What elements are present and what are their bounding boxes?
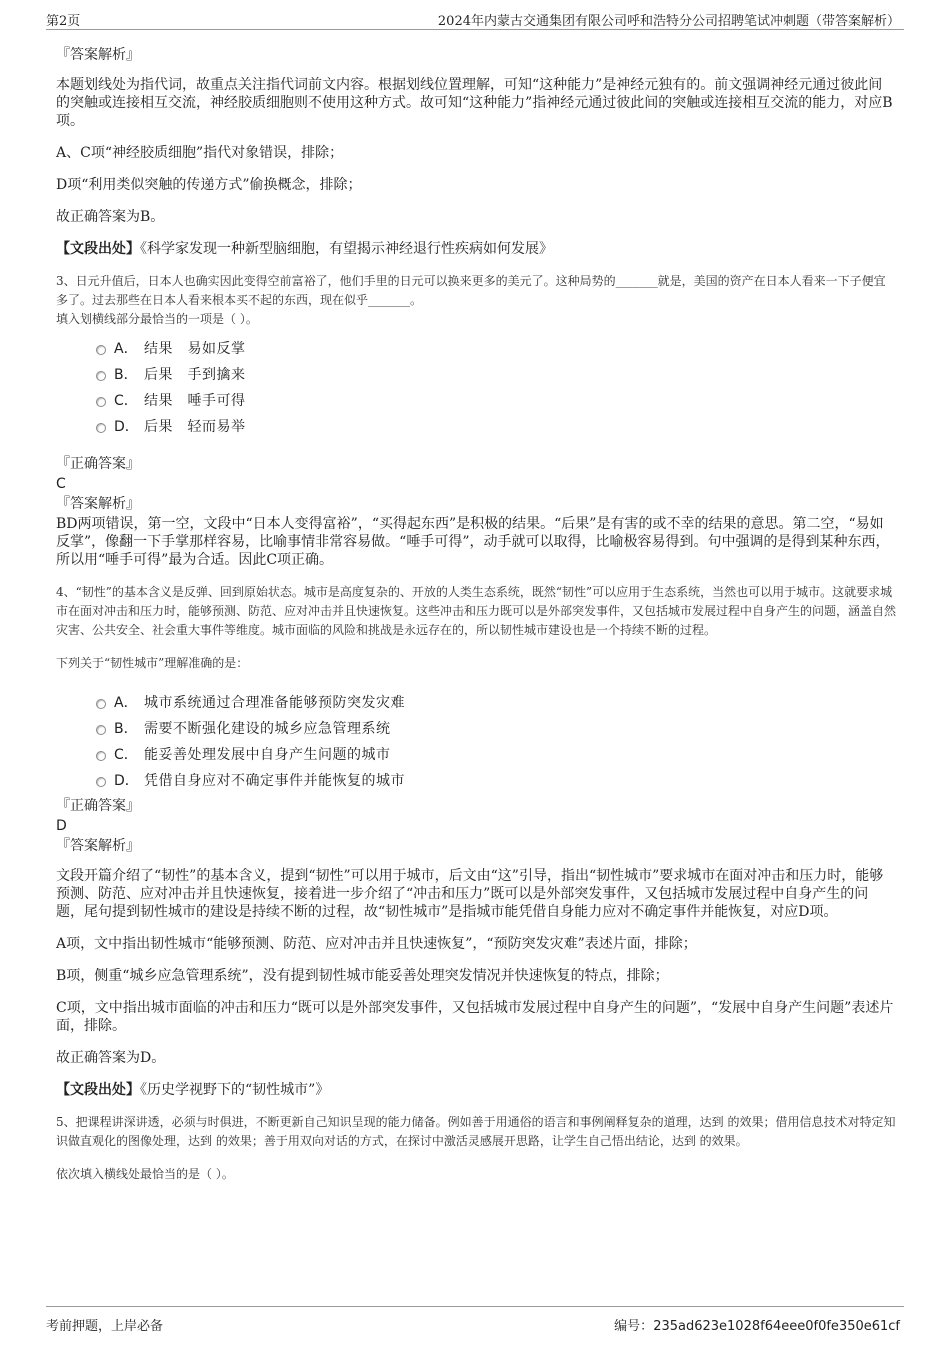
option-a[interactable]: A． 城市系统通过合理准备能够预防突发灾难 bbox=[96, 689, 896, 715]
radio-button-icon[interactable] bbox=[96, 777, 106, 787]
analysis-line-a: A项，文中指出韧性城市“能够预测、防范、应对冲击并且快速恢复”，“预防突发灾难”表述片面，排除； bbox=[56, 936, 697, 952]
option-b[interactable]: B． 需要不断强化建设的城乡应急管理系统 bbox=[96, 715, 896, 741]
code-value: 235ad623e1028f64eee0f0fe350e61cf bbox=[653, 1319, 900, 1334]
analysis-label: 『答案解析』 bbox=[56, 838, 140, 854]
option-a[interactable]: A． 结果 易如反掌 bbox=[96, 335, 896, 361]
analysis-text: 本题划线处为指代词，故重点关注指代词前文内容。根据划线位置理解，可知“这种能力”是神经元独有的。前文强调神经元通过彼此间的突触或连接相互交流，神经胶质细胞则不使用这种方式。故可知“这种能力”指神经元通过彼此间的突触或连接相互交流的能力，对应B项。 bbox=[56, 77, 893, 129]
radio-button-icon[interactable] bbox=[96, 423, 106, 433]
document-code bbox=[614, 1315, 900, 1334]
option-list bbox=[96, 335, 896, 439]
source-label: 【文段出处】 bbox=[56, 241, 140, 257]
question-3 bbox=[56, 272, 896, 569]
page-content bbox=[56, 46, 896, 1184]
question-4 bbox=[56, 583, 896, 1099]
question-prompt: 依次填入横线处最恰当的是（ ）。 bbox=[56, 1167, 234, 1181]
analysis-text: 文段开篇介绍了“韧性”的基本含义，提到“韧性”可以用于城市，后文由“这”引导，指出“韧性城市”要求城市在面对冲击和压力时，能够预测、防范、应对冲击并且快速恢复，接着进一步介绍了“冲击和压力”既可以是外部突发事件，又包括城市发展过程中自身产生的问题，尾句提到韧性城市的建设是持续不断的过程，故“韧性城市”是指城市能凭借自身能力应对不确定事件并能恢复，对应D项。 bbox=[56, 868, 884, 920]
question-prompt: 填入划横线部分最恰当的一项是（ ）。 bbox=[56, 312, 258, 326]
radio-button-icon[interactable] bbox=[96, 371, 106, 381]
correct-answer: D bbox=[56, 818, 67, 834]
analysis-line-ac: A、C项“神经胶质细胞”指代对象错误，排除； bbox=[56, 145, 344, 161]
analysis-line-d: D项“利用类似突触的传递方式”偷换概念，排除； bbox=[56, 177, 362, 193]
question-text: 5、把课程讲深讲透，必须与时俱进，不断更新自己知识呈现的能力储备。例如善于用通俗的语言和事例阐释复杂的道理，达到 的效果；借用信息技术对特定知识做直观化的图像处理，达到 的效果；善于用双向对话的方式，在探讨中激活灵感展开思路，让学生自己悟出结论，达到 的效果。 bbox=[56, 1115, 896, 1148]
radio-button-icon[interactable] bbox=[96, 345, 106, 355]
radio-button-icon[interactable] bbox=[96, 397, 106, 407]
page-footer bbox=[46, 1306, 904, 1336]
option-list bbox=[96, 689, 896, 793]
footer-slogan: 考前押题，上岸必备 bbox=[46, 1319, 164, 1334]
correct-answer-label: 『正确答案』 bbox=[56, 798, 140, 814]
radio-button-icon[interactable] bbox=[96, 751, 106, 761]
analysis-conclusion: 故正确答案为B。 bbox=[56, 209, 165, 225]
q2-analysis-section bbox=[56, 46, 896, 258]
radio-button-icon[interactable] bbox=[96, 725, 106, 735]
page-number: 第2页 bbox=[46, 14, 81, 29]
radio-button-icon[interactable] bbox=[96, 699, 106, 709]
text-source bbox=[56, 240, 896, 258]
option-b[interactable]: B． 后果 手到擒来 bbox=[96, 361, 896, 387]
option-c[interactable]: C． 结果 唾手可得 bbox=[96, 387, 896, 413]
document-title: 2024年内蒙古交通集团有限公司呼和浩特分公司招聘笔试冲刺题（带答案解析） bbox=[437, 14, 900, 29]
source-title: 《科学家发现一种新型脑细胞，有望揭示神经退行性疾病如何发展》 bbox=[140, 241, 553, 257]
page-header bbox=[46, 8, 904, 30]
code-label: 编号： bbox=[614, 1319, 654, 1334]
question-prompt: 下列关于“韧性城市”理解准确的是： bbox=[56, 656, 249, 670]
option-c[interactable]: C． 能妥善处理发展中自身产生问题的城市 bbox=[96, 741, 896, 767]
option-d[interactable]: D． 后果 轻而易举 bbox=[96, 413, 896, 439]
option-d[interactable]: D． 凭借自身应对不确定事件并能恢复的城市 bbox=[96, 767, 896, 793]
analysis-label: 『答案解析』 bbox=[56, 496, 140, 512]
question-text: 4、“韧性”的基本含义是反弹、回到原始状态。城市是高度复杂的、开放的人类生态系统，既然“韧性”可以应用于生态系统，当然也可以用于城市。这就要求城市在面对冲击和压力时，能够预测、防范、应对冲击并且快速恢复。这些冲击和压力既可以是外部突发事件，又包括城市发展过程中自身产生的问题，涵盖自然灾害、公共安全、社会重大事件等维度。城市面临的风险和挑战是永远存在的，所以韧性城市建设也是一个持续不断的过程。 bbox=[56, 585, 897, 637]
question-text: 3、日元升值后，日本人也确实因此变得空前富裕了，他们手里的日元可以换来更多的美元了。这种局势的_______就是，美国的资产在日本人看来一下子便宜多了。过去那些在日本人看来根本买不起的东西，现在似乎_______。 bbox=[56, 274, 886, 307]
source-label: 【文段出处】 bbox=[56, 1082, 140, 1098]
source-title: 《历史学视野下的“韧性城市”》 bbox=[140, 1082, 330, 1098]
text-source bbox=[56, 1081, 896, 1099]
analysis-line-c: C项，文中指出城市面临的冲击和压力“既可以是外部突发事件，又包括城市发展过程中自身产生的问题”，“发展中自身产生问题”表述片面，排除。 bbox=[56, 1000, 894, 1034]
question-5 bbox=[56, 1113, 896, 1184]
analysis-line-b: B项，侧重“城乡应急管理系统”，没有提到韧性城市能妥善处理突发情况并快速恢复的特点，排除； bbox=[56, 968, 669, 984]
correct-answer: C bbox=[56, 476, 66, 492]
analysis-text: BD两项错误，第一空，文段中“日本人变得富裕”，“买得起东西”是积极的结果。“后果”是有害的或不幸的结果的意思。第二空，“易如反掌”，像翻一下手掌那样容易，比喻事情非常容易做。“唾手可得”，动手就可以取得，比喻极容易得到。句中强调的是得到某种东西，所以用“唾手可得”最为合适。因此C项正确。 bbox=[56, 516, 890, 568]
analysis-label: 『答案解析』 bbox=[56, 47, 140, 63]
analysis-conclusion: 故正确答案为D。 bbox=[56, 1050, 166, 1066]
correct-answer-label: 『正确答案』 bbox=[56, 456, 140, 472]
